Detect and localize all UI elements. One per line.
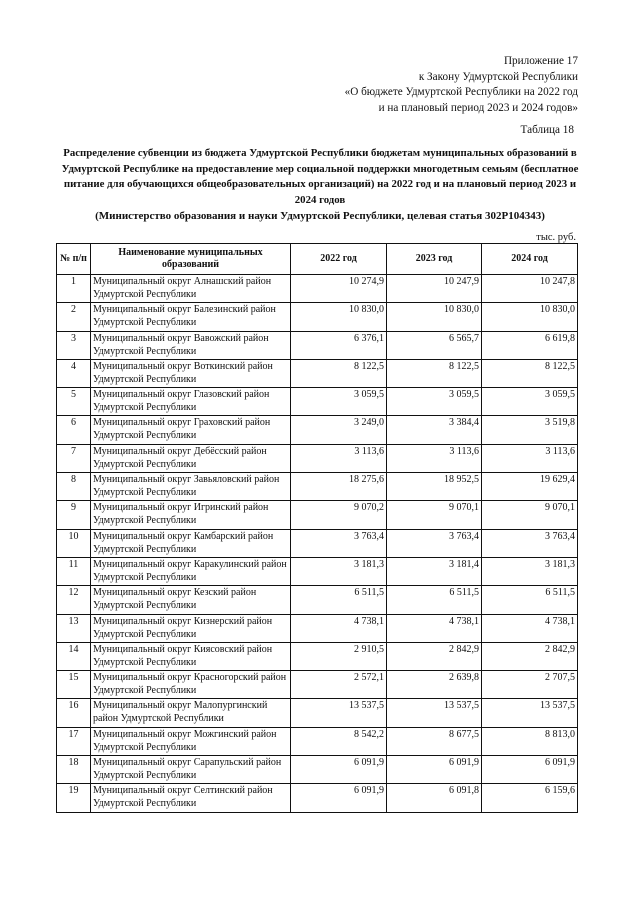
- value-2022: 8 542,2: [291, 727, 387, 755]
- value-2023: 3 113,6: [387, 444, 482, 472]
- value-2022: 4 738,1: [291, 614, 387, 642]
- value-2024: 8 813,0: [482, 727, 578, 755]
- table-row: [57, 303, 578, 331]
- value-2022: 2 572,1: [291, 671, 387, 699]
- value-2022: 6 091,9: [291, 756, 387, 784]
- table-row: [57, 557, 578, 585]
- value-2024: 6 511,5: [482, 586, 578, 614]
- subsidy-table: [56, 243, 578, 813]
- value-2023: 3 384,4: [387, 416, 482, 444]
- table-row: [57, 331, 578, 359]
- row-number: 5: [57, 388, 91, 416]
- table-row: [57, 756, 578, 784]
- municipality-name: Муниципальный округ Кезский район Удмуртской Республики: [91, 586, 291, 614]
- row-number: 14: [57, 642, 91, 670]
- row-number: 17: [57, 727, 91, 755]
- row-number: 10: [57, 529, 91, 557]
- municipality-name: Муниципальный округ Можгинский район Удмуртской Республики: [91, 727, 291, 755]
- municipality-name: Муниципальный округ Завьяловский район Удмуртской Республики: [91, 473, 291, 501]
- row-number: 15: [57, 671, 91, 699]
- municipality-name: Муниципальный округ Красногорский район Удмуртской Республики: [91, 671, 291, 699]
- value-2023: 3 059,5: [387, 388, 482, 416]
- municipality-name: Муниципальный округ Граховский район Удмуртской Республики: [91, 416, 291, 444]
- row-number: 7: [57, 444, 91, 472]
- value-2023: 4 738,1: [387, 614, 482, 642]
- value-2023: 10 247,9: [387, 275, 482, 303]
- row-number: 11: [57, 557, 91, 585]
- row-number: 2: [57, 303, 91, 331]
- header-municipality: Наименование муниципальных образований: [91, 244, 291, 275]
- value-2024: 6 091,9: [482, 756, 578, 784]
- municipality-name: Муниципальный округ Каракулинский район Удмуртской Республики: [91, 557, 291, 585]
- municipality-name: Муниципальный округ Камбарский район Удмуртской Республики: [91, 529, 291, 557]
- value-2022: 8 122,5: [291, 359, 387, 387]
- value-2022: 3 763,4: [291, 529, 387, 557]
- header-number: № п/п: [57, 244, 91, 275]
- value-2023: 3 181,4: [387, 557, 482, 585]
- table-row: [57, 388, 578, 416]
- table-row: [57, 586, 578, 614]
- table-row: [57, 529, 578, 557]
- value-2022: 10 830,0: [291, 303, 387, 331]
- value-2023: 8 677,5: [387, 727, 482, 755]
- value-2022: 3 113,6: [291, 444, 387, 472]
- appendix-header: [345, 54, 578, 116]
- municipality-name: Муниципальный округ Киясовский район Удмуртской Республики: [91, 642, 291, 670]
- table-row: [57, 416, 578, 444]
- table-row: [57, 359, 578, 387]
- row-number: 3: [57, 331, 91, 359]
- value-2022: 3 249,0: [291, 416, 387, 444]
- row-number: 9: [57, 501, 91, 529]
- header-2022: 2022 год: [291, 244, 387, 275]
- value-2023: 6 091,9: [387, 756, 482, 784]
- value-2022: 6 511,5: [291, 586, 387, 614]
- row-number: 13: [57, 614, 91, 642]
- value-2023: 3 763,4: [387, 529, 482, 557]
- row-number: 1: [57, 275, 91, 303]
- row-number: 8: [57, 473, 91, 501]
- value-2022: 18 275,6: [291, 473, 387, 501]
- table-header-row: [57, 244, 578, 275]
- row-number: 18: [57, 756, 91, 784]
- table-row: [57, 784, 578, 812]
- table-row: [57, 614, 578, 642]
- value-2023: 6 091,8: [387, 784, 482, 812]
- table-body: [57, 275, 578, 813]
- table-row: [57, 642, 578, 670]
- value-2024: 3 519,8: [482, 416, 578, 444]
- value-2024: 13 537,5: [482, 699, 578, 727]
- value-2024: 2 842,9: [482, 642, 578, 670]
- municipality-name: Муниципальный округ Кизнерский район Удмуртской Республики: [91, 614, 291, 642]
- value-2023: 9 070,1: [387, 501, 482, 529]
- value-2024: 3 113,6: [482, 444, 578, 472]
- municipality-name: Муниципальный округ Сарапульский район Удмуртской Республики: [91, 756, 291, 784]
- document-title: Распределение субвенции из бюджета Удмуртской Республики бюджетам муниципальных образований в Удмуртской Республике на предоставление мер социальной поддержки многодетным семьям (бесплатное питание для обучающихся общеобразовательных организаций) на 2022 год и на плановый период 2023 и 2024 годов: [61, 147, 579, 206]
- value-2024: 19 629,4: [482, 473, 578, 501]
- municipality-name: Муниципальный округ Глазовский район Удмуртской Республики: [91, 388, 291, 416]
- value-2022: 10 274,9: [291, 275, 387, 303]
- value-2023: 13 537,5: [387, 699, 482, 727]
- municipality-name: Муниципальный округ Воткинский район Удмуртской Республики: [91, 359, 291, 387]
- table-row: [57, 444, 578, 472]
- units-label: тыс. руб.: [536, 232, 576, 243]
- value-2022: 6 091,9: [291, 784, 387, 812]
- header-2023: 2023 год: [387, 244, 482, 275]
- table-row: [57, 671, 578, 699]
- value-2024: 3 181,3: [482, 557, 578, 585]
- municipality-name: Муниципальный округ Балезинский район Удмуртской Республики: [91, 303, 291, 331]
- value-2024: 4 738,1: [482, 614, 578, 642]
- value-2024: 10 247,8: [482, 275, 578, 303]
- value-2024: 9 070,1: [482, 501, 578, 529]
- value-2024: 8 122,5: [482, 359, 578, 387]
- municipality-name: Муниципальный округ Игринский район Удмуртской Республики: [91, 501, 291, 529]
- value-2022: 2 910,5: [291, 642, 387, 670]
- value-2023: 18 952,5: [387, 473, 482, 501]
- table-row: [57, 473, 578, 501]
- value-2022: 9 070,2: [291, 501, 387, 529]
- row-number: 19: [57, 784, 91, 812]
- header-2024: 2024 год: [482, 244, 578, 275]
- municipality-name: Муниципальный округ Селтинский район Удмуртской Республики: [91, 784, 291, 812]
- appendix-line: Приложение 17: [503, 55, 578, 67]
- value-2022: 3 181,3: [291, 557, 387, 585]
- table-row: [57, 275, 578, 303]
- value-2023: 2 639,8: [387, 671, 482, 699]
- value-2023: 8 122,5: [387, 359, 482, 387]
- appendix-line: и на плановый период 2023 и 2024 годов»: [378, 101, 578, 114]
- municipality-name: Муниципальный округ Алнашский район Удмуртской Республики: [91, 275, 291, 303]
- value-2024: 3 763,4: [482, 529, 578, 557]
- table-row: [57, 727, 578, 755]
- row-number: 12: [57, 586, 91, 614]
- row-number: 4: [57, 359, 91, 387]
- appendix-line: к Закону Удмуртской Республики: [418, 70, 578, 83]
- row-number: 6: [57, 416, 91, 444]
- value-2022: 6 376,1: [291, 331, 387, 359]
- row-number: 16: [57, 699, 91, 727]
- municipality-name: Муниципальный округ Малопургинский район Удмуртской Республики: [91, 699, 291, 727]
- value-2024: 6 619,8: [482, 331, 578, 359]
- table-row: [57, 501, 578, 529]
- document-subtitle: (Министерство образования и науки Удмуртской Республики, целевая статья 302Р104343): [95, 210, 545, 222]
- table-label: Таблица 18: [520, 124, 574, 136]
- municipality-name: Муниципальный округ Дебёсский район Удмуртской Республики: [91, 444, 291, 472]
- value-2024: 6 159,6: [482, 784, 578, 812]
- value-2024: 10 830,0: [482, 303, 578, 331]
- value-2023: 2 842,9: [387, 642, 482, 670]
- value-2023: 10 830,0: [387, 303, 482, 331]
- appendix-line: «О бюджете Удмуртской Республики на 2022 год: [344, 86, 578, 98]
- value-2024: 3 059,5: [482, 388, 578, 416]
- value-2024: 2 707,5: [482, 671, 578, 699]
- value-2023: 6 511,5: [387, 586, 482, 614]
- table-row: [57, 699, 578, 727]
- value-2022: 3 059,5: [291, 388, 387, 416]
- municipality-name: Муниципальный округ Вавожский район Удмуртской Республики: [91, 331, 291, 359]
- value-2022: 13 537,5: [291, 699, 387, 727]
- value-2023: 6 565,7: [387, 331, 482, 359]
